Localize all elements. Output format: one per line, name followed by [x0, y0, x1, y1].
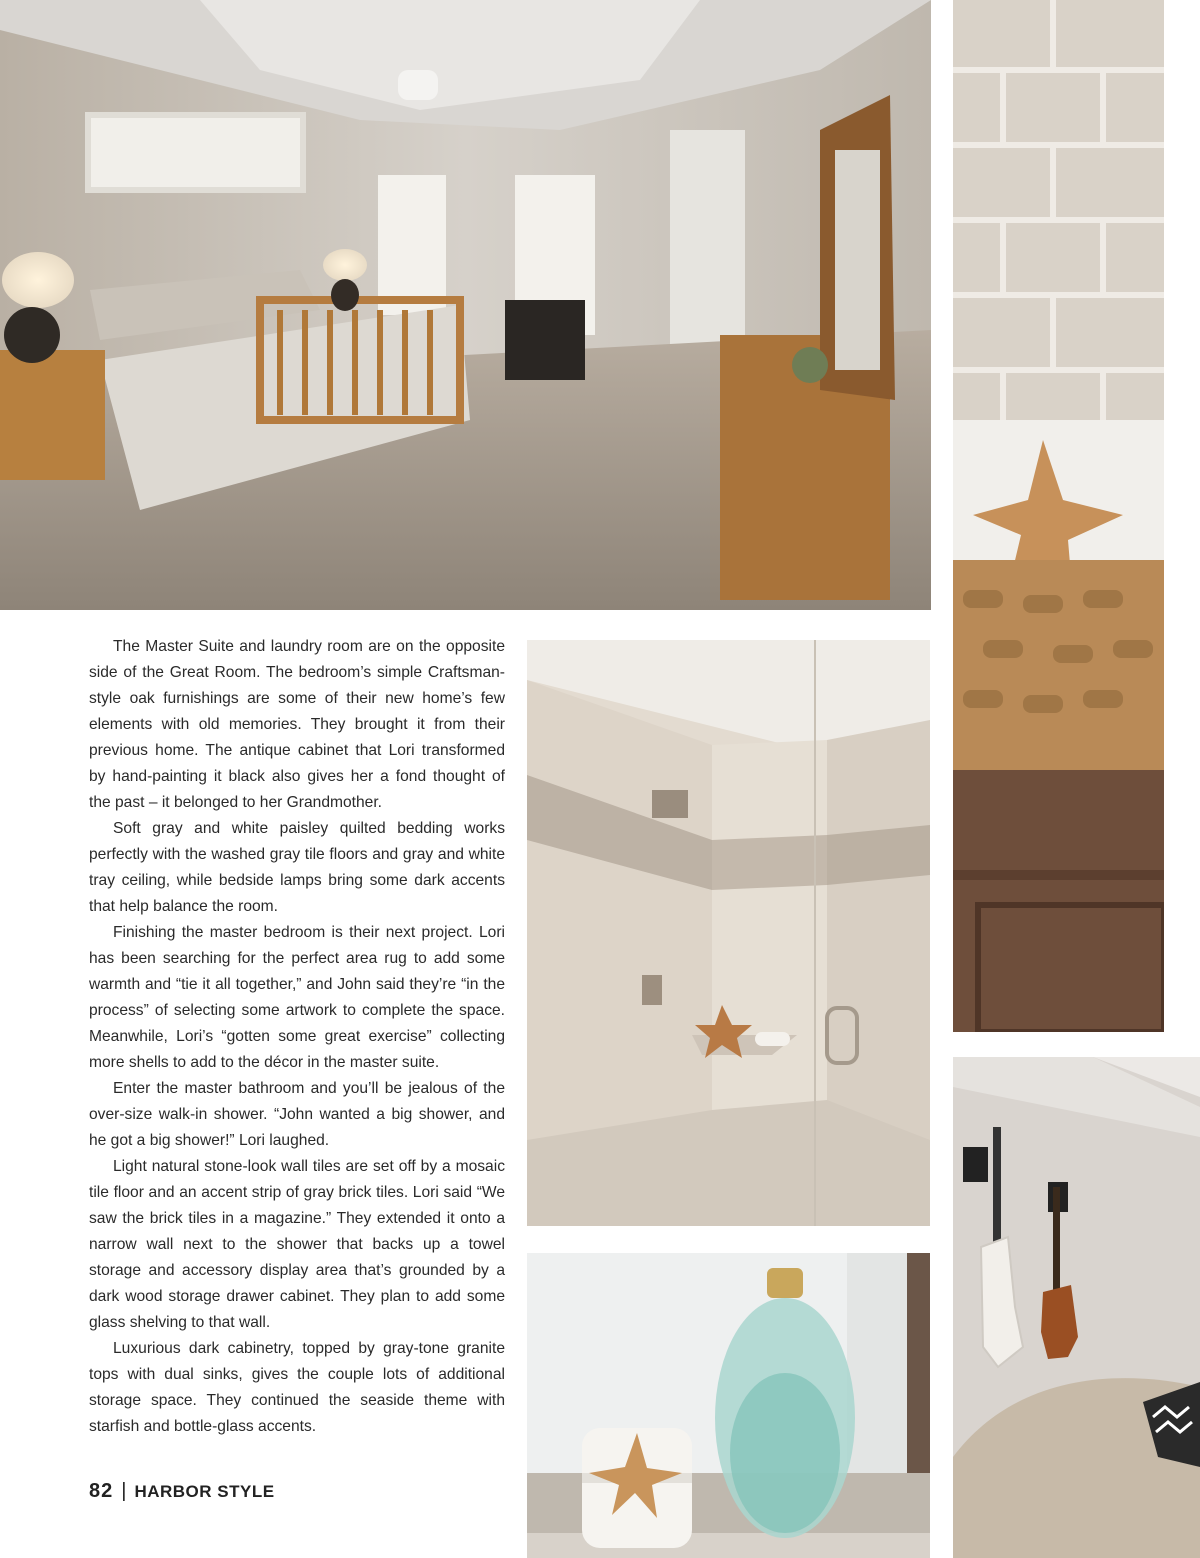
- magazine-name: HARBOR STYLE: [134, 1482, 275, 1501]
- article-paragraph: Luxurious dark cabinetry, topped by gray-tone granite tops with dual sinks, gives the couple lots of additional storage space. They continued the seaside theme with starfish and bottle-glass accents.: [89, 1340, 505, 1435]
- article-paragraph: Finishing the master bedroom is their next project. Lori has been searching for the perfect area rug to add some warmth and “tie it all together,” and John said they’re “in the process” of selecting some artwork to complete the space. Meanwhile, Lori’s “gotten some great exercise” collecting more shells to add to the décor in the master suite.: [89, 924, 505, 1071]
- article-paragraph: Light natural stone-look wall tiles are set off by a mosaic tile floor and an accent strip of gray brick tiles. Lori said “We saw the brick tiles in a magazine.” They extended it onto a narrow wall next to the shower that backs up a towel storage and accessory display area that’s grounded by a dark wood storage drawer cabinet. They plan to add some glass shelving to that wall.: [89, 1158, 505, 1331]
- article-body: [89, 634, 505, 1440]
- master-bedroom-photo: [0, 0, 931, 610]
- article-paragraph: Enter the master bathroom and you’ll be jealous of the over-size walk-in shower. “John wanted a big shower, and he got a big shower!” Lori laughed.: [89, 1080, 505, 1149]
- guitar-wall-photo: [953, 1057, 1200, 1558]
- glass-bottle-starfish-photo: [527, 1253, 930, 1558]
- page-number: 82: [89, 1480, 114, 1502]
- brick-wall-starfish-photo: [953, 0, 1164, 1032]
- footer-separator: |: [121, 1480, 127, 1502]
- article-paragraph: Soft gray and white paisley quilted bedding works perfectly with the washed gray tile floors and gray and white tray ceiling, while bedside lamps bring some dark accents that help balance the room.: [89, 820, 505, 915]
- walk-in-shower-photo: [527, 640, 930, 1226]
- page-footer: [89, 1480, 275, 1503]
- article-paragraph: The Master Suite and laundry room are on the opposite side of the Great Room. The bedroom’s simple Craftsman-style oak furnishings are some of their new home’s few elements with old memories. They brought it from their previous home. The antique cabinet that Lori transformed by hand-painting it black also gives her a fond thought of the past – it belonged to her Grandmother.: [89, 638, 505, 811]
